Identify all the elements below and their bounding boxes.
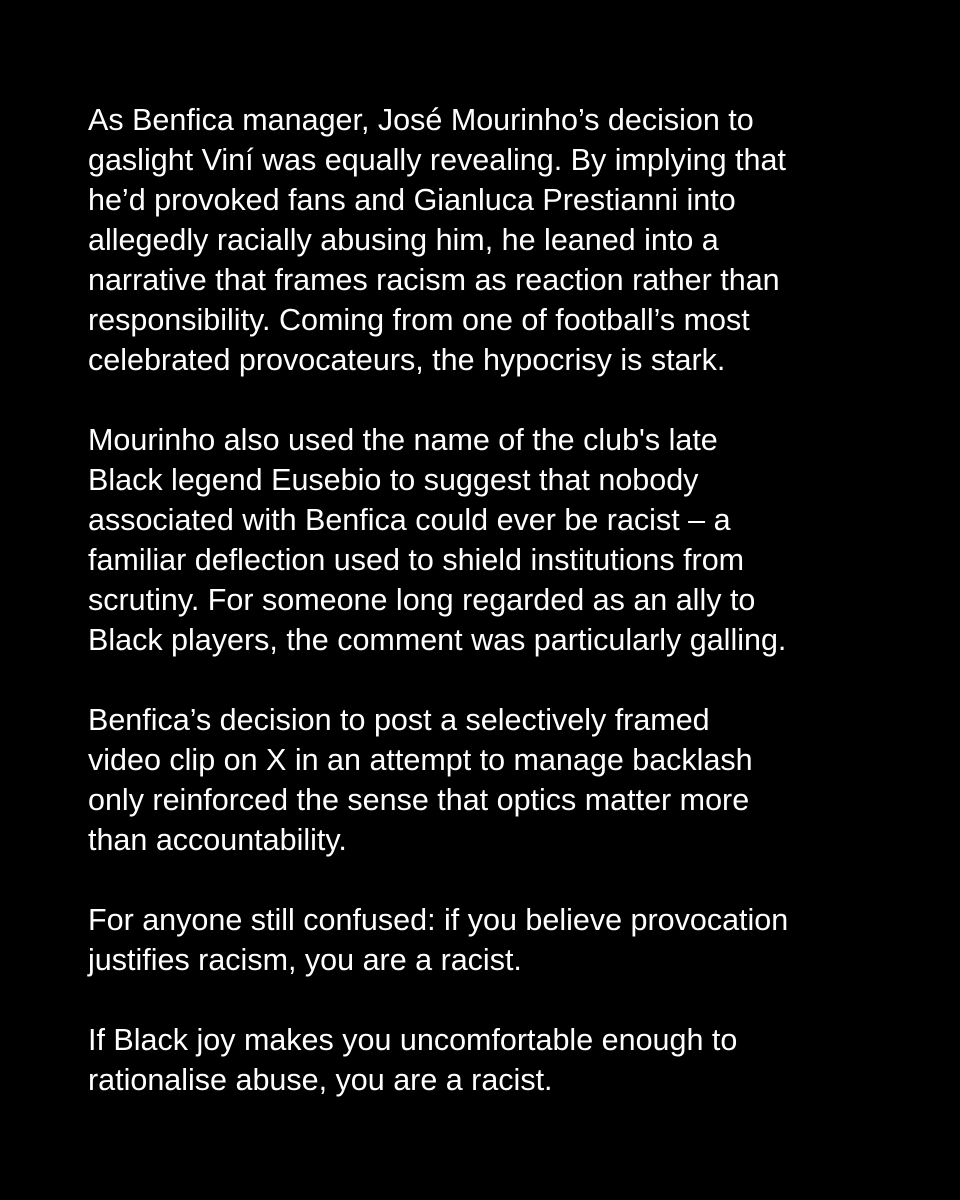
text-line: As Benfica manager, José Mourinho’s decision to (88, 103, 754, 137)
text-line: celebrated provocateurs, the hypocrisy is stark. (88, 343, 726, 377)
text-line: responsibility. Coming from one of football’s most (88, 303, 750, 337)
text-line: Mourinho also used the name of the club's late (88, 423, 718, 457)
paragraph-eusebio-deflection (88, 420, 888, 660)
text-line: narrative that frames racism as reaction rather than (88, 263, 780, 297)
paragraph-mourinho-gaslighting (88, 100, 888, 380)
text-line: video clip on X in an attempt to manage backlash (88, 743, 753, 777)
text-line: rationalise abuse, you are a racist. (88, 1063, 553, 1097)
text-line: justifies racism, you are a racist. (88, 943, 522, 977)
text-line: allegedly racially abusing him, he leaned into a (88, 223, 719, 257)
text-line: Black players, the comment was particularly galling. (88, 623, 787, 657)
text-line: familiar deflection used to shield institutions from (88, 543, 745, 577)
text-line: than accountability. (88, 823, 347, 857)
text-line: associated with Benfica could ever be racist – a (88, 503, 731, 537)
text-line: Benfica’s decision to post a selectively framed (88, 703, 710, 737)
paragraph-provocation (88, 900, 888, 980)
text-line: only reinforced the sense that optics matter more (88, 783, 750, 817)
paragraph-video-clip (88, 700, 888, 860)
paragraph-black-joy (88, 1020, 888, 1100)
text-line: Black legend Eusebio to suggest that nobody (88, 463, 699, 497)
text-line: gaslight Viní was equally revealing. By implying that (88, 143, 786, 177)
text-line: he’d provoked fans and Gianluca Prestianni into (88, 183, 736, 217)
post-text (88, 100, 888, 1140)
text-line: For anyone still confused: if you believe provocation (88, 903, 789, 937)
text-line: If Black joy makes you uncomfortable enough to (88, 1023, 738, 1057)
text-line: scrutiny. For someone long regarded as an ally to (88, 583, 756, 617)
